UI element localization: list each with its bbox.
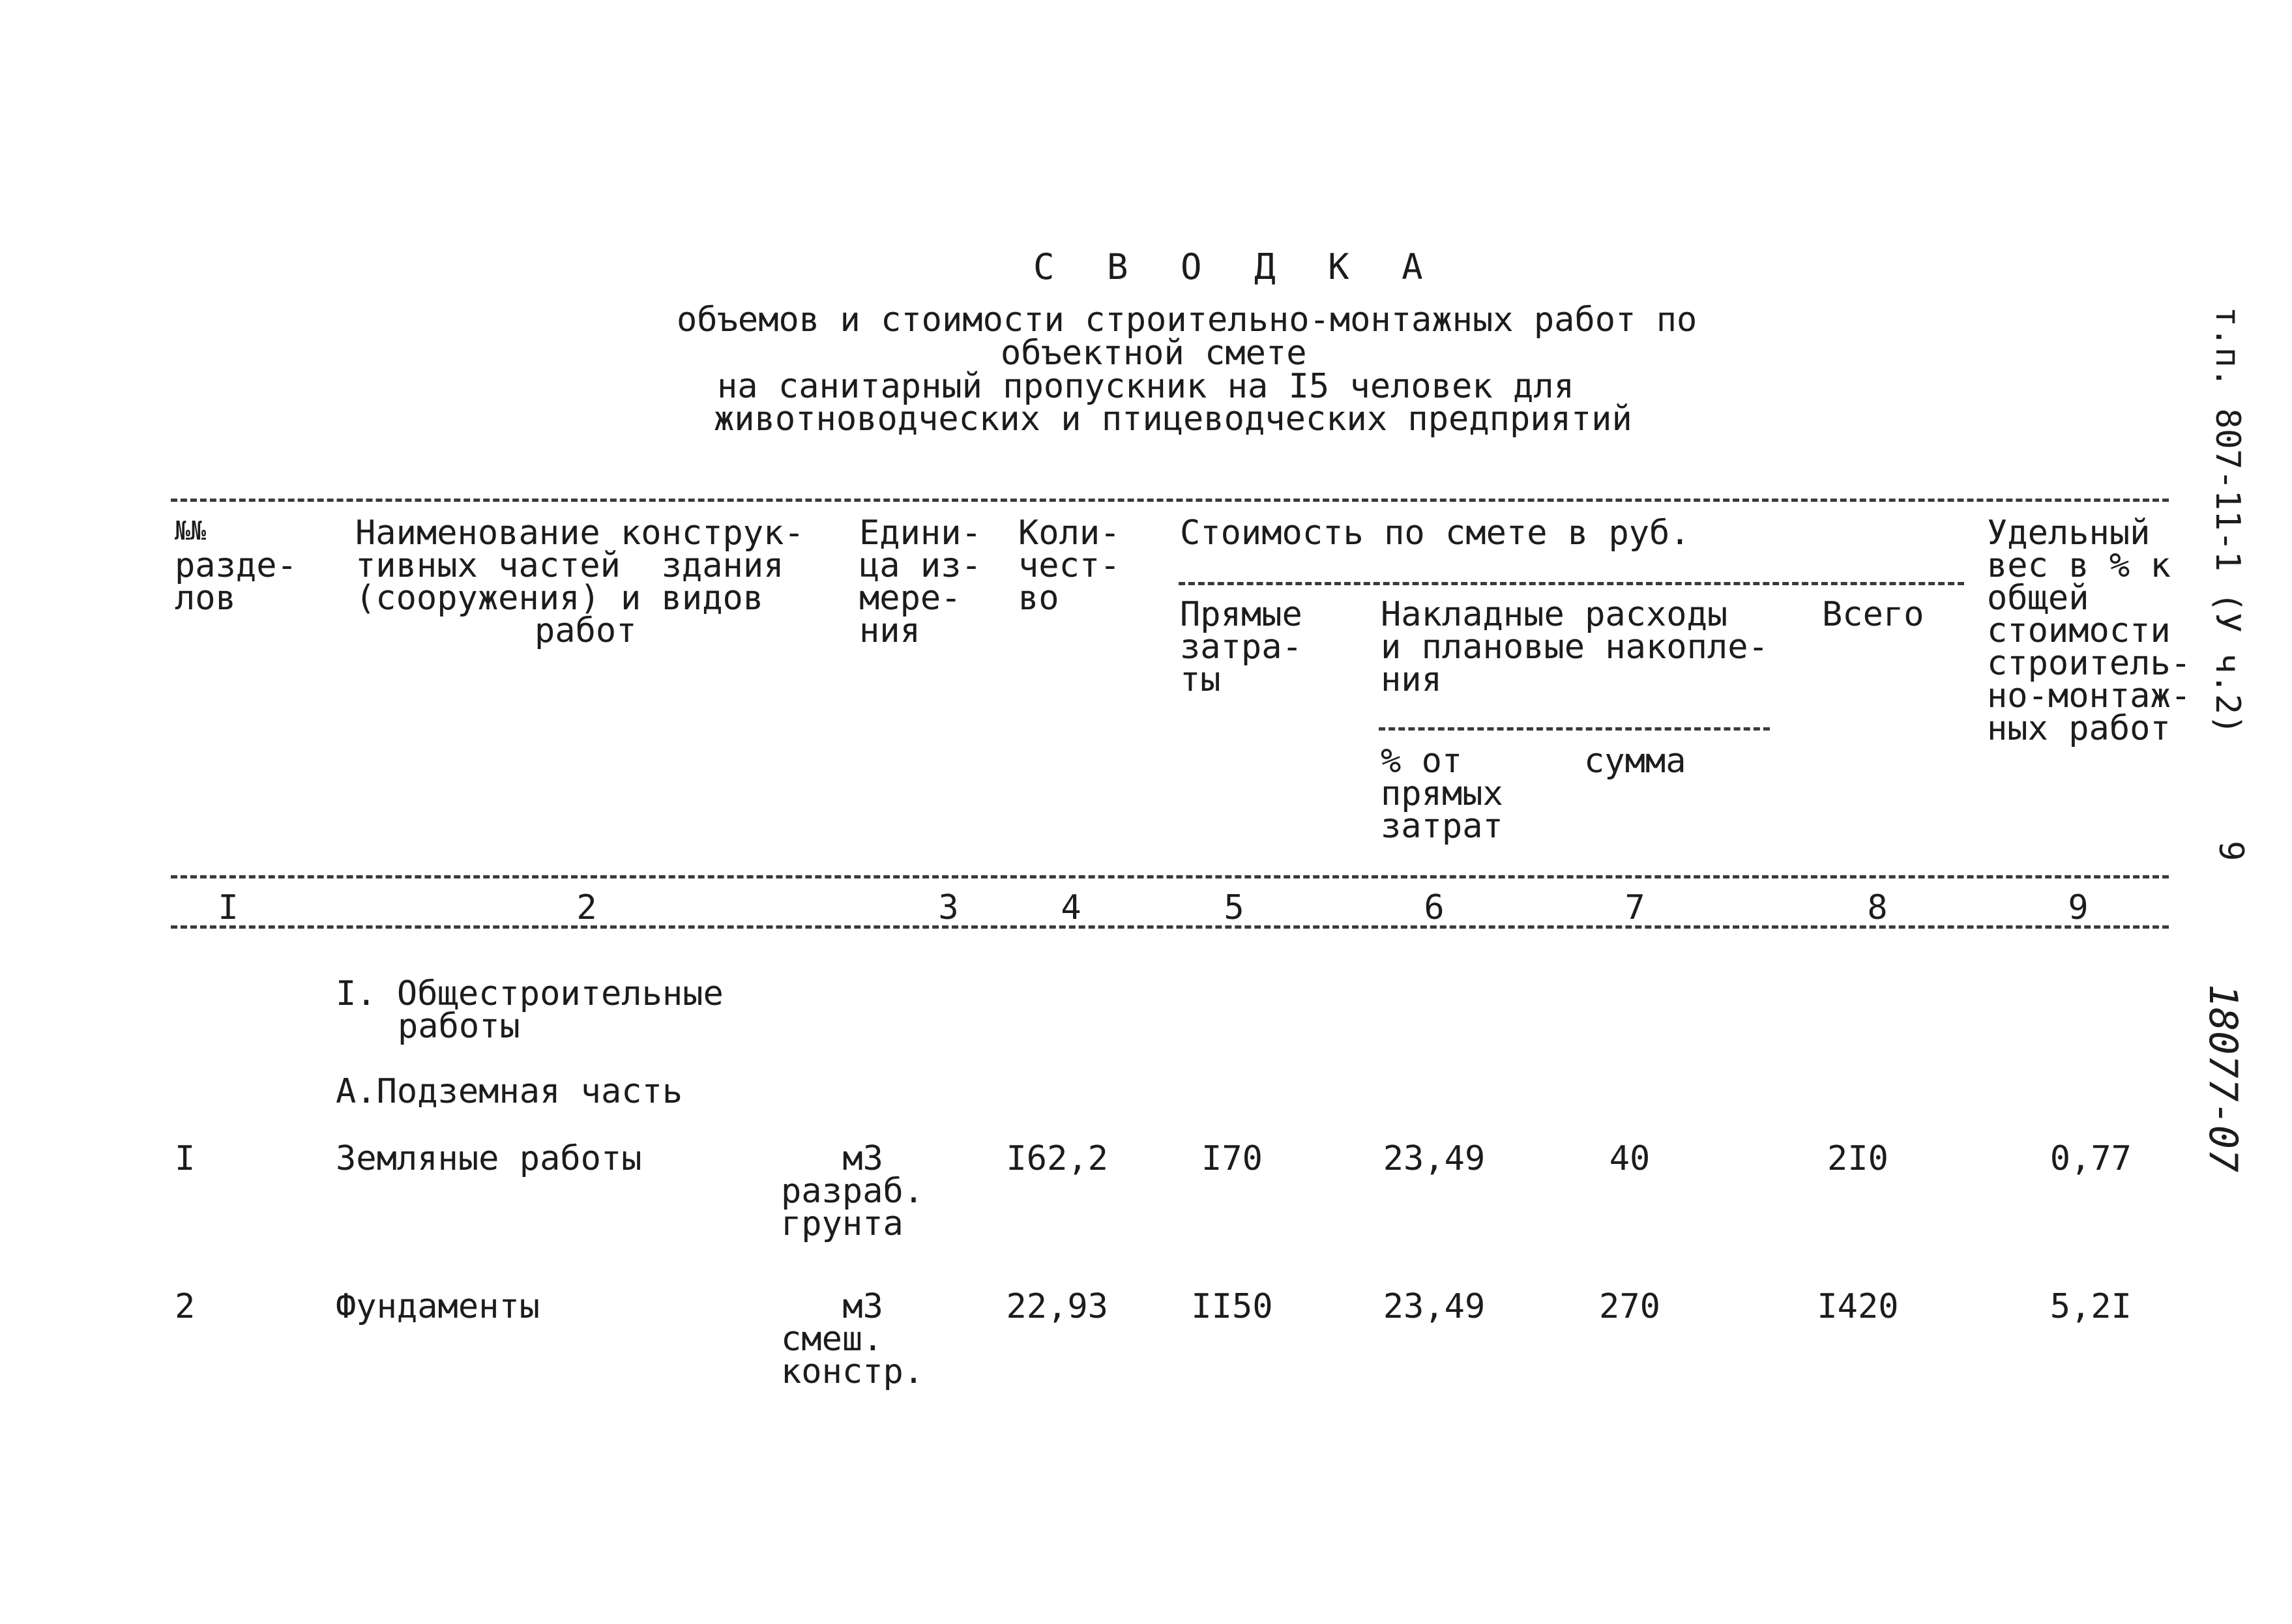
table-row-1-name: Земляные работы — [336, 1139, 642, 1178]
column-number: I — [218, 888, 239, 927]
table-row-1-unit: разраб. — [781, 1172, 924, 1211]
subtitle-line: на санитарный пропускник на I5 человек для — [717, 367, 1574, 406]
header-col2-line: работ — [535, 611, 637, 650]
table-row-2-unit: смеш. — [781, 1320, 883, 1359]
table-row-1-pct: 23,49 — [1383, 1139, 1486, 1178]
table-row-2-direct: II50 — [1191, 1287, 1273, 1326]
cost-subheader-rule — [1179, 582, 1964, 585]
table-row-2-sum: 270 — [1599, 1287, 1660, 1326]
table-row-2-total: I420 — [1817, 1287, 1899, 1326]
column-number: 6 — [1424, 888, 1445, 927]
header-top-rule — [171, 499, 2169, 502]
table-row-2-num: 2 — [175, 1287, 196, 1326]
section-title-line: работы — [398, 1007, 520, 1046]
column-number: 4 — [1061, 888, 1081, 927]
table-row-2-qty: 22,93 — [1006, 1287, 1108, 1326]
header-col1-line: №№ — [175, 516, 207, 546]
header-col2-line: (сооружения) и видов — [355, 579, 764, 618]
header-col9-line: вес в % к — [1987, 546, 2171, 585]
table-row-1-unit: м3 — [842, 1139, 883, 1178]
table-row-1-share: 0,77 — [2050, 1139, 2132, 1178]
subtitle-line: объемов и стоимости строительно-монтажных работ по — [677, 300, 1697, 340]
column-number: 5 — [1224, 888, 1244, 927]
header-col4-line: чест- — [1018, 546, 1121, 585]
table-row-1-total: 2I0 — [1827, 1139, 1888, 1178]
header-col9-line: стоимости — [1987, 611, 2171, 650]
document-code: т.п. 807-11-1 (У ч.2) — [2208, 306, 2247, 735]
header-overhead-line: Накладные расходы — [1381, 595, 1728, 634]
table-row-1-qty: I62,2 — [1006, 1139, 1108, 1178]
header-col6-line: % от — [1381, 742, 1463, 781]
column-number: 7 — [1624, 888, 1645, 927]
header-col4-line: Коли- — [1018, 514, 1121, 553]
table-row-2-pct: 23,49 — [1383, 1287, 1486, 1326]
header-col3-line: мере- — [859, 579, 962, 618]
column-number: 2 — [576, 888, 597, 927]
table-row-1-num: I — [175, 1139, 196, 1178]
table-row-2-unit: м3 — [842, 1287, 883, 1326]
overhead-subheader-rule — [1379, 727, 1770, 731]
header-col3-line: Едини- — [859, 514, 982, 553]
header-overhead-line: и плановые накопле- — [1381, 628, 1769, 667]
header-col1-line: лов — [175, 579, 236, 618]
header-col1-line: разде- — [175, 546, 297, 585]
header-cost-title: Стоимость по смете в руб. — [1180, 514, 1690, 553]
table-row-2-name: Фундаменты — [336, 1287, 540, 1326]
header-col5-line: затра- — [1180, 628, 1302, 667]
header-col2-line: Наименование конструк- — [355, 514, 804, 553]
header-overhead-line: ния — [1381, 660, 1442, 699]
header-col4-line: во — [1018, 579, 1059, 618]
header-col9-line: Удельный — [1987, 514, 2151, 553]
header-col8: Всего — [1822, 595, 1924, 634]
table-row-2-unit: констр. — [781, 1352, 924, 1391]
header-col6-line: затрат — [1381, 807, 1503, 846]
subsection-title: А.Подземная часть — [336, 1072, 683, 1111]
header-col6-line: прямых — [1381, 774, 1503, 813]
table-row-1-unit: грунта — [781, 1204, 904, 1243]
header-col9-line: общей — [1987, 579, 2089, 618]
inventory-number: 18077-07 — [2200, 984, 2246, 1172]
document-title: С В О Д К А — [1033, 246, 1439, 287]
header-bottom-rule — [171, 875, 2169, 878]
table-row-2-share: 5,2I — [2050, 1287, 2132, 1326]
header-col3-line: ния — [859, 611, 920, 650]
header-col7: сумма — [1584, 742, 1686, 781]
column-number: 3 — [938, 888, 959, 927]
header-col3-line: ца из- — [859, 546, 982, 585]
subtitle-line: животноводческих и птицеводческих предприятий — [714, 399, 1632, 439]
table-row-1-sum: 40 — [1609, 1139, 1651, 1178]
table-row-1-direct: I70 — [1201, 1139, 1263, 1178]
subtitle-line: объектной смете — [1001, 334, 1307, 373]
header-col9-line: ных работ — [1987, 709, 2171, 748]
column-number: 9 — [2068, 888, 2089, 927]
header-col5-line: ты — [1180, 660, 1221, 699]
header-col2-line: тивных частей здания — [355, 546, 784, 585]
column-number: 8 — [1867, 888, 1888, 927]
page-number: 9 — [2211, 841, 2250, 862]
section-title-line: I. Общестроительные — [336, 974, 724, 1013]
header-col9-line: но-монтаж- — [1987, 676, 2192, 716]
header-col9-line: строитель- — [1987, 644, 2192, 683]
header-col5-line: Прямые — [1180, 595, 1302, 634]
